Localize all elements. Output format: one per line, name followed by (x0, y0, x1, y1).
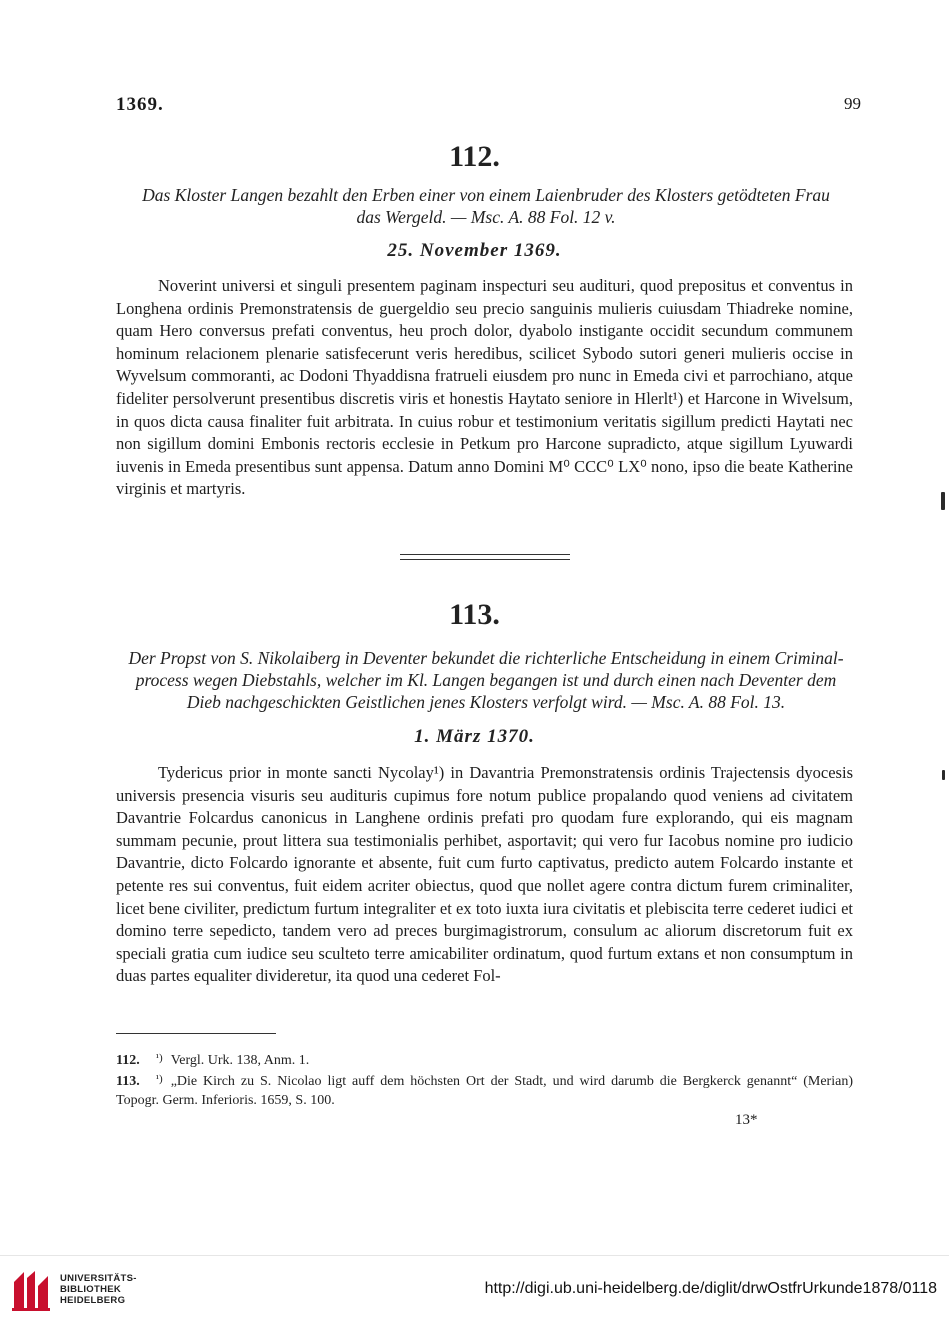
regest-112-line-2: das Wergeld. — Msc. A. 88 Fol. 12 v. (356, 207, 616, 227)
scan-artifact (942, 770, 945, 780)
regest-112 (112, 184, 860, 228)
library-name[interactable] (60, 1273, 137, 1306)
date-112: 25. November 1369. (387, 240, 562, 261)
scan-artifact (941, 492, 945, 510)
footnotes (116, 1049, 853, 1110)
university-library-logo-icon[interactable] (10, 1268, 54, 1312)
footnote-rule (116, 1033, 276, 1034)
paragraph-112: Noverint universi et singuli presentem paginam inspecturi seu audituri, quod prepositus et conventus in Longhena ordinis Premonstratensis de guergeldio seu precio sanguinis mulieris cuiusdam Thiadreke nomine, quam Hero conversus prefati conventus, heu proch dolor, dyabolo instigante occidit secundum communem hominum relacionem plenarie satisfecerunt veris heredibus, scilicet Sybodo sutori generi mulieris occise in Wyvelsum commoranti, ac Dodoni Thyaddisna fratrueli eiusdem pro nunc in Emeda civi et parrochiano, atque fideliter persolverunt presentibus discretis viris et honestis Haytato seniore in Hlerlt¹) et Harcone in Wivelsum, in quos dicta causa finaliter fuit arbitrata. In cuius robur et testimonium veritatis sigillum predicti Haytati nec non sigillum domini Embonis rectoris ecclesie in Petkum pro Harcone supradicto, atque sigillum Lyuwardi iuvenis in Emeda presentibus sunt appensa. Datum anno Domini M⁰ CCC⁰ LX⁰ nono, ipso die beate Katherine virginis et martyris. (116, 276, 853, 499)
library-name-line-1: UNIVERSITÄTS- (60, 1273, 137, 1284)
document-text-113 (116, 762, 853, 988)
regest-113-line-1: Der Propst von S. Nikolaiberg in Deventer bekundet die richterliche Entscheidung in einem Criminal- (128, 648, 844, 668)
running-head (116, 94, 861, 122)
footnote-text: „Die Kirch zu S. Nicolao ligt auff dem höchsten Ort der Stadt, und wird darumb die Bergkerck genannt“ (Merian) Topogr. Germ. Inferioris. 1659, S. 100. (116, 1074, 853, 1108)
footer-bar (0, 1255, 949, 1324)
footnote-doc-number: 112. (116, 1053, 140, 1068)
library-name-line-3: HEIDELBERG (60, 1295, 126, 1306)
sheet-signature: 13* (735, 1112, 758, 1128)
document-number-113: 113. (449, 598, 500, 631)
regest-113-line-3: Dieb nachgeschickten Geistlichen jenes Klosters verfolgt wird. — Msc. A. 88 Fol. 13. (186, 692, 786, 712)
footnote-113 (116, 1070, 853, 1110)
footnote-doc-number: 113. (116, 1074, 140, 1089)
library-name-line-2: BIBLIOTHEK (60, 1284, 122, 1295)
date-113: 1. März 1370. (414, 726, 535, 747)
page-number: 99 (844, 94, 861, 113)
regest-113-line-2: process wegen Diebstahls, welcher im Kl. Langen begangen ist und durch einen nach Deventer dem (135, 670, 837, 690)
permalink-url[interactable]: http://digi.ub.uni-heidelberg.de/diglit/drwOstfrUrkunde1878/0118 (484, 1280, 937, 1297)
running-head-year: 1369. (116, 94, 164, 115)
section-divider (400, 554, 570, 560)
regest-113 (112, 647, 860, 713)
footnote-mark: ¹) (155, 1052, 163, 1064)
paragraph-113: Tydericus prior in monte sancti Nycolay¹) in Davantria Premonstratensis ordinis Trajectensis dyocesis universis presencia visuris seu audituris cupimus fore notum publice propalando quod veniens ad civitatem Davantrie Folcardus canonicus in Langhene ordinis prefati pro quodam fure explorando, qui eis magnam summam pecunie, prout littera sua testimonialis perhibet, asportavit; qui vero fur Iacobus nomine pro iudicio Davantrie, dicto Folcardo ignorante et absente, fuit cum furto captivatus, predicto autem Folcardo instante et petente res sui conventus, fuit eidem acriter obiectus, quod que nollet agere contra dictum furem criminaliter, licet bene civiliter, predictum furtum integraliter et ex toto iuxta iura civitatis et plebiscita terre cederet iudici et domino terre sepedicto, tandem vero ad preces burgimagistrorum, consulum ac aliorum discretorum fuit ex speciali gratia cum iudice seu sculteto terre amicabiliter ordinatum, quod furtum extans et non consumptum in duas partes equaliter divideretur, ita quod una cederet Fol- (116, 763, 853, 986)
footnote-text: Vergl. Urk. 138, Anm. 1. (170, 1053, 310, 1068)
document-text-112 (116, 275, 853, 501)
footnote-112 (116, 1049, 853, 1070)
regest-112-line-1: Das Kloster Langen bezahlt den Erben einer von einem Laienbruder des Klosters getödteten Frau (142, 185, 830, 205)
document-number-112: 112. (449, 140, 500, 173)
footnote-mark: ¹) (155, 1073, 163, 1085)
